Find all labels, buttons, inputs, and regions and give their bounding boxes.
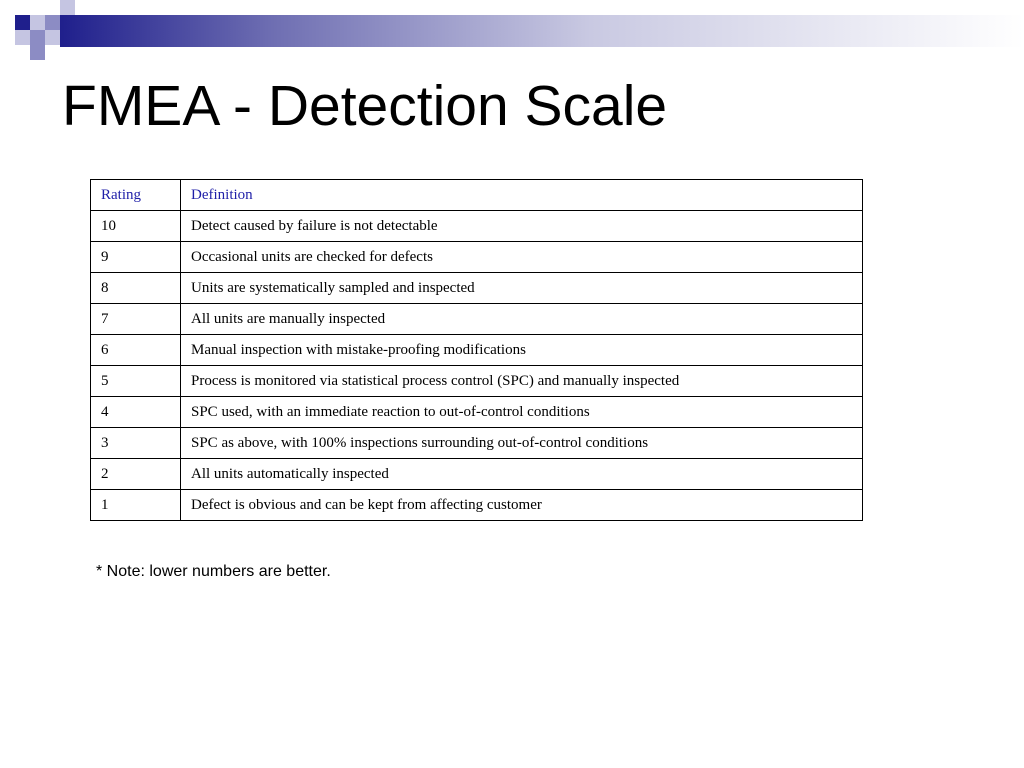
rating-cell: 1	[91, 490, 181, 521]
decor-square-icon	[30, 30, 45, 45]
definition-cell: All units are manually inspected	[181, 304, 863, 335]
decor-square-icon	[15, 30, 30, 45]
table-row	[91, 304, 863, 335]
rating-cell: 8	[91, 273, 181, 304]
table-row	[91, 366, 863, 397]
decor-square-icon	[45, 15, 60, 30]
detection-scale-table	[90, 179, 863, 521]
table-row	[91, 242, 863, 273]
header-definition: Definition	[181, 180, 863, 211]
table-row	[91, 459, 863, 490]
rating-cell: 10	[91, 211, 181, 242]
definition-cell: SPC used, with an immediate reaction to out-of-control conditions	[181, 397, 863, 428]
footnote: * Note: lower numbers are better.	[96, 563, 331, 580]
page-title: FMEA - Detection Scale	[62, 74, 668, 138]
rating-cell: 2	[91, 459, 181, 490]
decor-square-icon	[30, 45, 45, 60]
table-header-row	[91, 180, 863, 211]
definition-cell: All units automatically inspected	[181, 459, 863, 490]
rating-cell: 6	[91, 335, 181, 366]
rating-cell: 7	[91, 304, 181, 335]
rating-cell: 9	[91, 242, 181, 273]
decor-square-icon	[60, 0, 75, 15]
table-row	[91, 211, 863, 242]
rating-cell: 4	[91, 397, 181, 428]
definition-cell: Manual inspection with mistake-proofing modifications	[181, 335, 863, 366]
definition-cell: Detect caused by failure is not detectable	[181, 211, 863, 242]
rating-cell: 5	[91, 366, 181, 397]
table-row	[91, 428, 863, 459]
table-row	[91, 490, 863, 521]
decor-square-icon	[30, 15, 45, 30]
definition-cell: Process is monitored via statistical process control (SPC) and manually inspected	[181, 366, 863, 397]
definition-cell: Occasional units are checked for defects	[181, 242, 863, 273]
rating-cell: 3	[91, 428, 181, 459]
table-row	[91, 273, 863, 304]
table-row	[91, 335, 863, 366]
header-gradient-bar	[60, 15, 1024, 47]
definition-cell: SPC as above, with 100% inspections surrounding out-of-control conditions	[181, 428, 863, 459]
decor-square-icon	[15, 15, 30, 30]
definition-cell: Defect is obvious and can be kept from affecting customer	[181, 490, 863, 521]
table-row	[91, 397, 863, 428]
header-rating: Rating	[91, 180, 181, 211]
decor-square-icon	[45, 30, 60, 45]
definition-cell: Units are systematically sampled and inspected	[181, 273, 863, 304]
